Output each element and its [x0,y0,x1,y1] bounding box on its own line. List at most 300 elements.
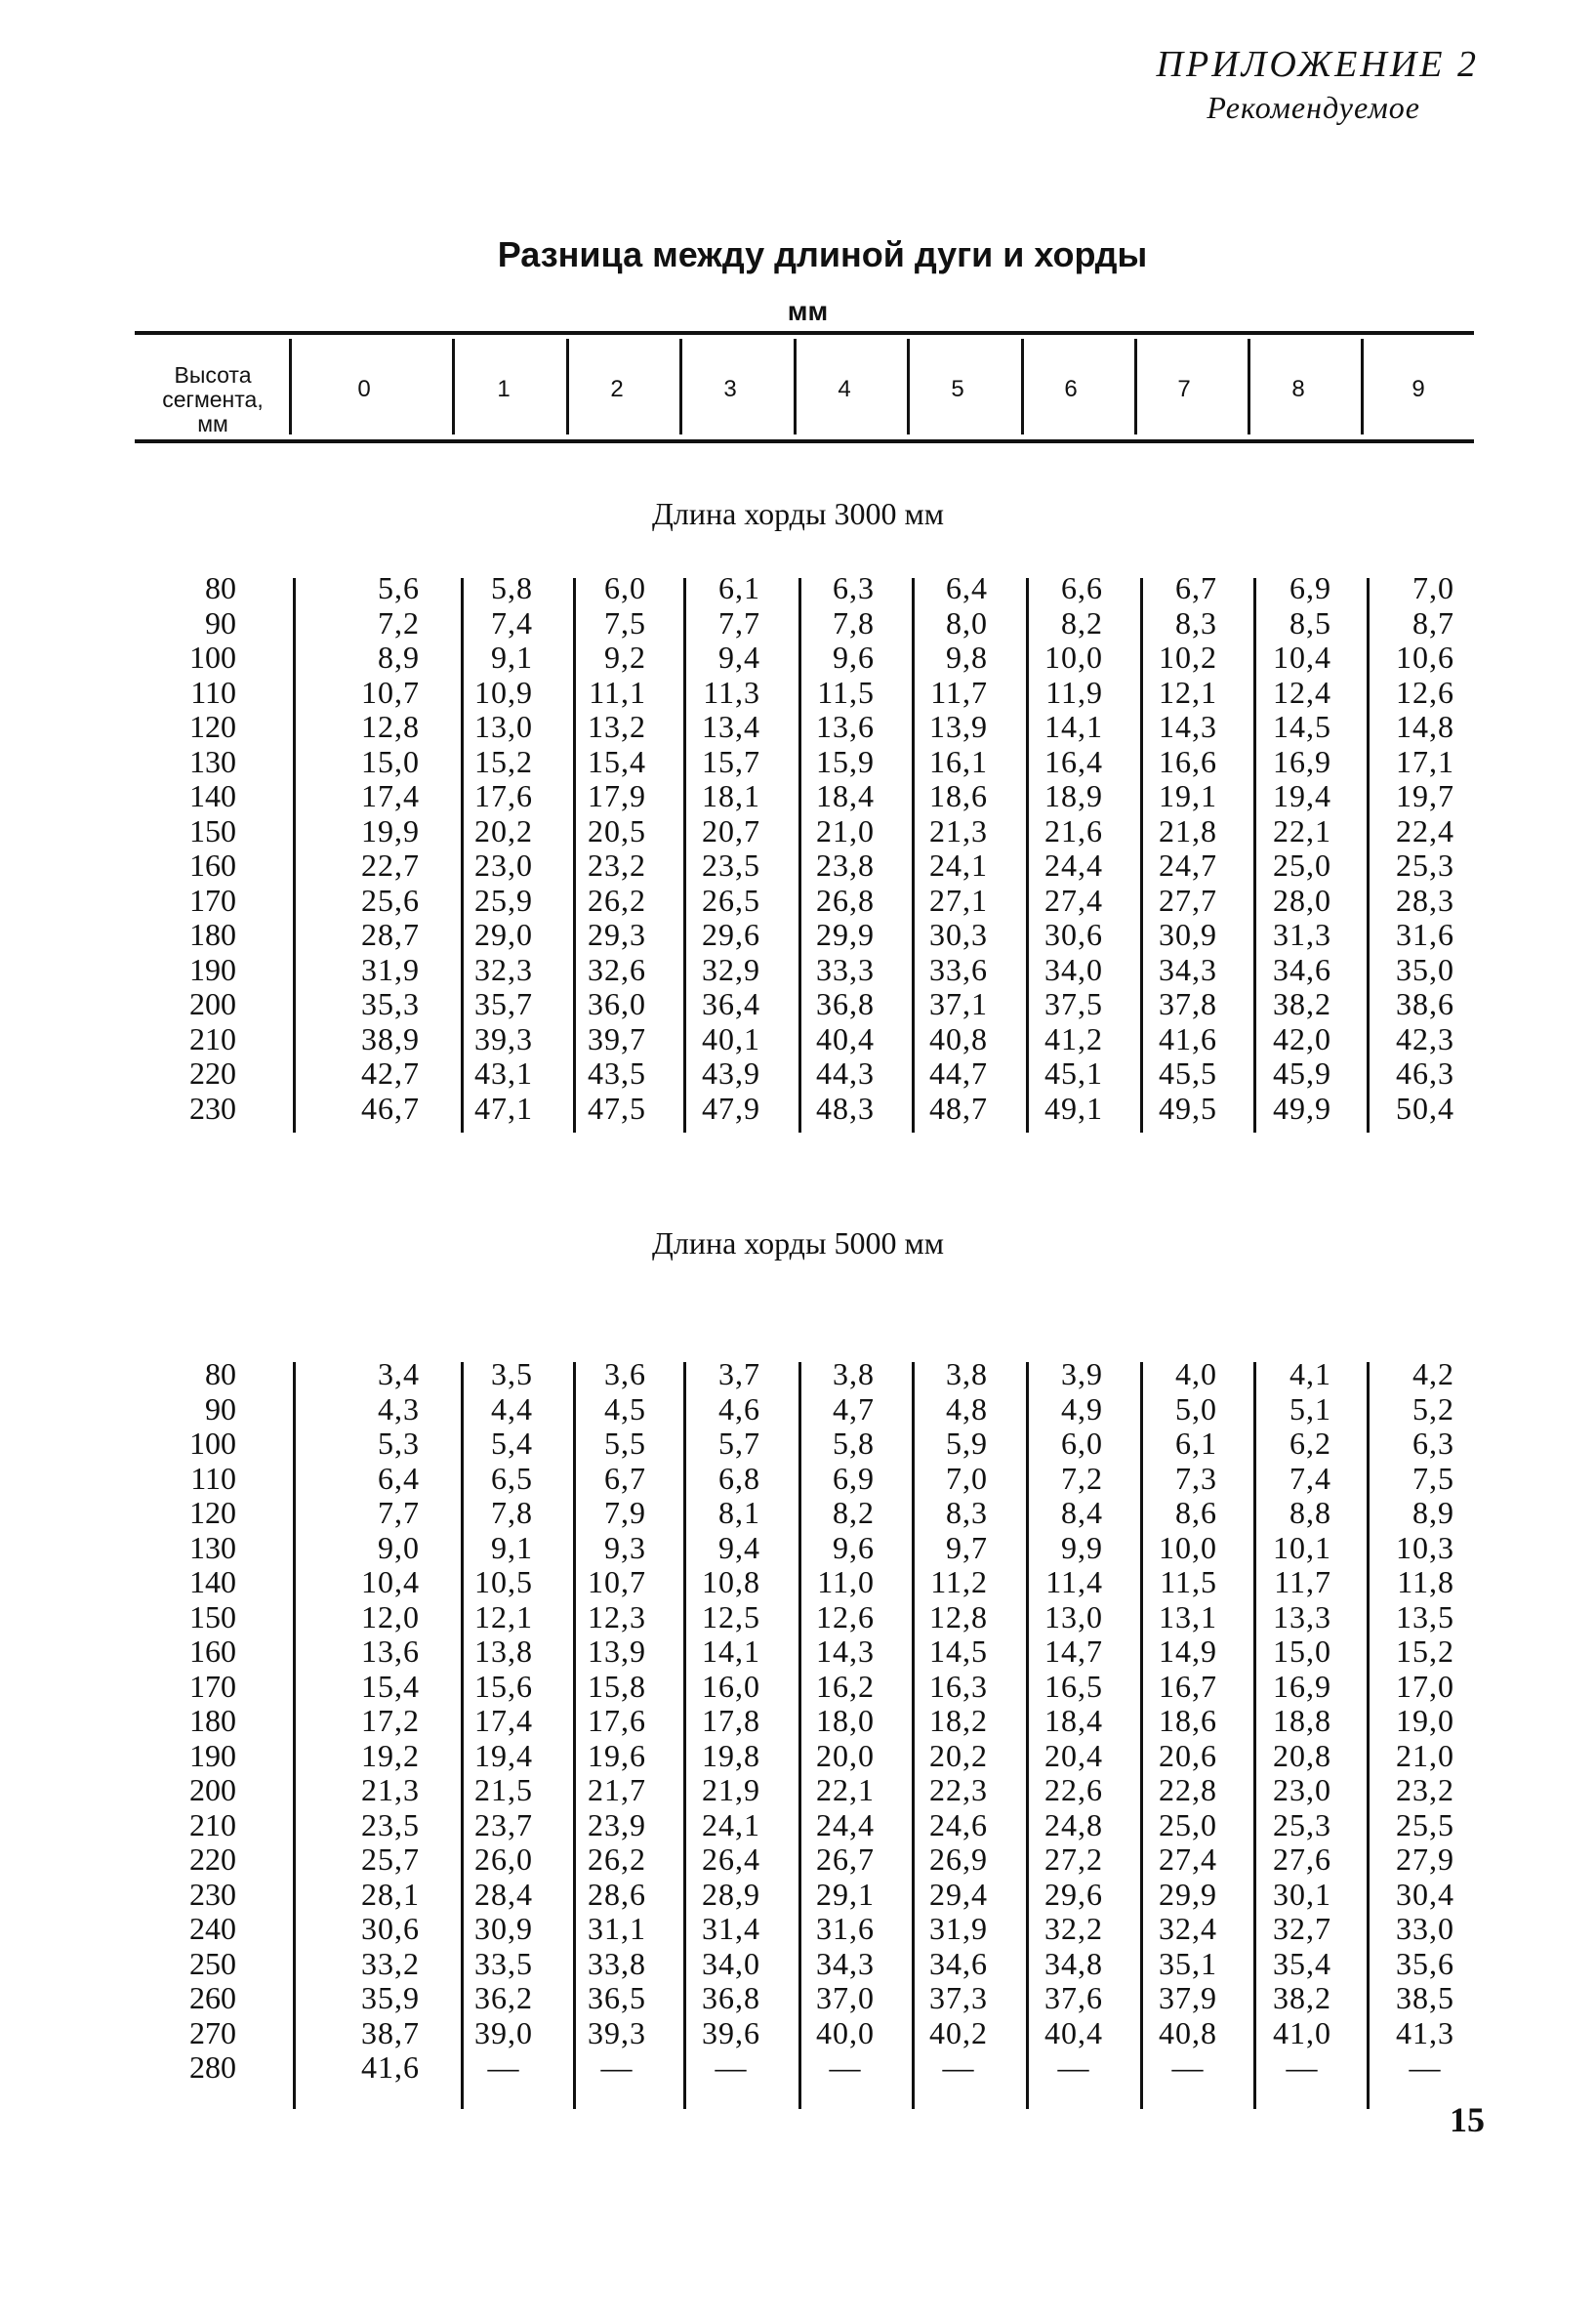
table-cell: 19,9 [361,812,420,848]
table-cell: 47,1 [474,1090,533,1126]
table-cell: 9,1 [491,640,533,675]
table-cell: 17,6 [474,778,533,813]
table-cell: 29,1 [816,1876,875,1912]
row-height-label: 130 [189,1529,236,1565]
table-cell: 21,0 [1396,1737,1454,1773]
table-cell: 17,9 [588,778,646,813]
table-cell: 13,0 [1044,1598,1103,1634]
table-cell: 7,4 [1289,1460,1331,1496]
table-cell: 23,9 [588,1806,646,1842]
table-cell: 12,3 [588,1598,646,1634]
table-cell: 39,7 [588,1020,646,1056]
table-cell: 28,3 [1396,882,1454,918]
table-cell: 20,2 [929,1737,988,1773]
table-cell: 28,1 [361,1876,420,1912]
table-cell: 6,9 [833,1460,875,1496]
table-cell: 26,5 [702,882,760,918]
table-cell: — [715,2049,748,2085]
table-cell: 14,8 [1396,709,1454,744]
column-divider [798,1362,801,2109]
table-cell: — [1409,2049,1442,2085]
table-cell: 37,9 [1159,1980,1217,2015]
table-cell: 25,9 [474,882,533,918]
table-cell: 40,2 [929,2014,988,2050]
table-cell: 26,7 [816,1841,875,1877]
table-cell: 39,0 [474,2014,533,2050]
table-cell: 13,0 [474,709,533,744]
table-cell: 11,4 [1045,1564,1103,1599]
table-cell: 40,4 [1044,2014,1103,2050]
table-cell: 20,8 [1273,1737,1331,1773]
table-cell: 25,6 [361,882,420,918]
table-cell: 16,9 [1273,1668,1331,1704]
column-divider [683,578,686,1133]
table-cell: 30,4 [1396,1876,1454,1912]
row-height-label: 170 [189,1668,236,1704]
column-divider [461,1362,464,2109]
table-cell: 31,1 [588,1911,646,1946]
table-cell: 40,1 [702,1020,760,1056]
table-cell: 26,4 [702,1841,760,1877]
appendix-title: ПРИЛОЖЕНИЕ 2 [1156,44,1479,85]
table-cell: — [1286,2049,1319,2085]
table-cell: 29,9 [816,917,875,952]
table-cell: 13,8 [474,1634,533,1669]
table-cell: 20,6 [1159,1737,1217,1773]
table-cell: 47,5 [588,1090,646,1126]
section-title-3000: Длина хорды 3000 мм [652,496,944,531]
row-height-label: 80 [205,1356,236,1391]
column-divider [1253,578,1256,1133]
row-height-label: 170 [189,882,236,918]
table-cell: 15,2 [474,743,533,779]
table-cell: 5,3 [378,1426,420,1461]
table-cell: 38,7 [361,2014,420,2050]
header-col-1: 1 [497,376,511,402]
table-cell: 10,1 [1273,1529,1331,1565]
table-cell: 9,6 [833,640,875,675]
table-cell: 4,1 [1289,1356,1331,1391]
table-cell: 4,6 [718,1390,760,1427]
header-divider [1248,339,1250,434]
row-height-label: 240 [189,1911,236,1946]
row-height-label: 150 [189,1598,236,1634]
table-cell: 13,4 [702,709,760,744]
table-cell: 33,6 [929,951,988,987]
table-cell: 12,8 [361,709,420,744]
table-cell: 13,1 [1159,1598,1217,1634]
table-cell: 29,6 [702,917,760,952]
table-cell: 9,4 [718,1529,760,1565]
table-cell: 42,7 [361,1055,420,1091]
table-cell: 18,6 [1159,1703,1217,1738]
table-cell: 38,6 [1396,986,1454,1021]
header-bottom-rule [135,439,1474,443]
table-cell: 29,9 [1159,1876,1217,1912]
row-height-label: 160 [189,848,236,883]
table-cell: 38,9 [361,1020,420,1056]
table-cell: 6,0 [604,570,646,605]
table-cell: 13,2 [588,709,646,744]
table-cell: 30,6 [361,1911,420,1946]
table-cell: 11,5 [1160,1564,1217,1599]
table-cell: 26,9 [929,1841,988,1877]
table-cell: 6,3 [833,570,875,605]
table-cell: 31,3 [1273,917,1331,952]
table-cell: 15,2 [1396,1634,1454,1669]
table-cell: 28,9 [702,1876,760,1912]
header-divider [289,339,292,434]
table-cell: 9,8 [946,640,988,675]
table-cell: 17,6 [588,1703,646,1738]
table-cell: 11,7 [1274,1564,1331,1599]
table-cell: 6,8 [718,1460,760,1496]
column-divider [1253,1362,1256,2109]
table-cell: 20,2 [474,812,533,848]
row-height-label: 190 [189,1737,236,1773]
table-cell: 35,4 [1273,1945,1331,1981]
table-cell: 19,4 [474,1737,533,1773]
header-segment-height-line-3: мм [197,411,228,436]
table-cell: 27,7 [1159,882,1217,918]
table-cell: 16,2 [816,1668,875,1704]
table-cell: 23,2 [588,848,646,883]
table-cell: 40,0 [816,2014,875,2050]
table-cell: — [1171,2049,1205,2085]
table-cell: 16,7 [1159,1668,1217,1704]
table-cell: 4,2 [1412,1356,1454,1391]
unit-label: мм [787,296,829,326]
table-cell: 4,7 [833,1390,875,1427]
header-col-2: 2 [610,376,624,402]
table-cell: 5,2 [1412,1390,1454,1427]
table-cell: — [600,2049,634,2085]
table-cell: 3,8 [833,1356,875,1391]
table-cell: 9,3 [604,1529,646,1565]
table-cell: 9,4 [718,640,760,675]
row-height-label: 140 [189,778,236,813]
table-cell: 28,0 [1273,882,1331,918]
header-divider [566,339,569,434]
row-height-label: 90 [205,1390,236,1427]
document-title: Разница между длиной дуги и хорды [497,234,1148,274]
section-title-5000: Длина хорды 5000 мм [652,1225,944,1261]
table-cell: 17,4 [474,1703,533,1738]
table-cell: 35,6 [1396,1945,1454,1981]
table-cell: 15,8 [588,1668,646,1704]
table-cell: 21,3 [929,812,988,848]
table-cell: 22,7 [361,848,420,883]
column-divider [1026,1362,1029,2109]
table-cell: 16,0 [702,1668,760,1704]
table-cell: 7,8 [491,1495,533,1530]
table-cell: 42,3 [1396,1020,1454,1056]
table-cell: 8,1 [718,1495,760,1530]
table-cell: 16,3 [929,1668,988,1704]
table-cell: 35,0 [1396,951,1454,987]
table-cell: 3,4 [378,1356,420,1391]
table-cell: 24,1 [929,848,988,883]
table-cell: 26,0 [474,1841,533,1877]
table-cell: 3,9 [1061,1356,1103,1391]
table-cell: 3,5 [491,1356,533,1391]
table-cell: 10,2 [1159,640,1217,675]
table-cell: 41,3 [1396,2014,1454,2050]
table-cell: 32,3 [474,951,533,987]
table-cell: 7,0 [1412,570,1454,605]
table-cell: 10,6 [1396,640,1454,675]
table-cell: 28,6 [588,1876,646,1912]
table-cell: 7,3 [1175,1460,1217,1496]
table-cell: 15,0 [361,743,420,779]
table-cell: 50,4 [1396,1090,1454,1126]
table-cell: 18,9 [1044,778,1103,813]
table-cell: 17,8 [702,1703,760,1738]
row-height-label: 100 [189,1426,236,1461]
column-divider [293,1362,296,2109]
table-cell: 14,1 [702,1634,760,1669]
table-cell: 7,2 [378,604,420,641]
row-height-label: 90 [205,604,236,641]
column-divider [1367,1362,1370,2109]
table-cell: 19,8 [702,1737,760,1773]
table-cell: 24,4 [816,1806,875,1842]
column-divider [1026,578,1029,1133]
row-height-label: 80 [205,570,236,605]
table-cell: 41,6 [361,2049,420,2085]
table-cell: 37,6 [1044,1980,1103,2015]
table-cell: 27,1 [929,882,988,918]
table-cell: 34,3 [1159,951,1217,987]
table-cell: 23,7 [474,1806,533,1842]
table-cell: 29,6 [1044,1876,1103,1912]
table-cell: 25,5 [1396,1806,1454,1842]
row-height-label: 230 [189,1876,236,1912]
row-height-label: 140 [189,1564,236,1599]
table-cell: 8,6 [1175,1495,1217,1530]
table-cell: 27,6 [1273,1841,1331,1877]
row-height-label: 130 [189,743,236,779]
table-cell: 19,1 [1159,778,1217,813]
table-cell: 11,3 [703,674,760,710]
table-cell: 41,0 [1273,2014,1331,2050]
table-cell: 6,4 [946,570,988,605]
table-cell: 13,6 [361,1634,420,1669]
header-col-5: 5 [951,376,964,402]
row-height-label: 210 [189,1020,236,1056]
table-cell: 10,0 [1159,1529,1217,1565]
table-cell: 8,8 [1289,1495,1331,1530]
table-cell: 29,0 [474,917,533,952]
row-height-label: 120 [189,709,236,744]
table-cell: 6,7 [1175,570,1217,605]
table-cell: 23,8 [816,848,875,883]
table-cell: 5,1 [1289,1390,1331,1427]
table-cell: 12,0 [361,1598,420,1634]
table-cell: 13,9 [929,709,988,744]
table-cell: 20,4 [1044,1737,1103,1773]
column-divider [573,578,576,1133]
header-top-rule [135,331,1474,335]
table-cell: — [487,2049,520,2085]
table-cell: 24,1 [702,1806,760,1842]
table-cell: 49,9 [1273,1090,1331,1126]
row-height-label: 110 [190,1460,236,1496]
table-cell: 5,6 [378,570,420,605]
table-cell: 15,7 [702,743,760,779]
row-height-label: 100 [189,640,236,675]
table-cell: 4,5 [604,1390,646,1427]
table-cell: 8,9 [1412,1495,1454,1530]
table-cell: 21,5 [474,1772,533,1807]
table-cell: 7,5 [1412,1460,1454,1496]
table-cell: 29,3 [588,917,646,952]
table-cell: 18,4 [816,778,875,813]
table-cell: 19,7 [1396,778,1454,813]
table-cell: 8,2 [833,1495,875,1530]
table-cell: 35,7 [474,986,533,1021]
table-cell: 43,9 [702,1055,760,1091]
table-cell: 23,0 [474,848,533,883]
table-cell: 18,2 [929,1703,988,1738]
table-cell: 11,8 [1397,1564,1454,1599]
table-cell: 30,3 [929,917,988,952]
table-cell: 36,0 [588,986,646,1021]
table-cell: 7,7 [718,604,760,641]
table-cell: 28,4 [474,1876,533,1912]
table-cell: 3,8 [946,1356,988,1391]
table-cell: 34,8 [1044,1945,1103,1981]
table-cell: 9,7 [946,1529,988,1565]
table-cell: 27,9 [1396,1841,1454,1877]
table-cell: 32,6 [588,951,646,987]
row-height-label: 260 [189,1980,236,2015]
table-cell: 16,9 [1273,743,1331,779]
table-cell: 12,5 [702,1598,760,1634]
table-cell: 8,4 [1061,1495,1103,1530]
table-cell: 15,9 [816,743,875,779]
table-cell: 30,9 [1159,917,1217,952]
table-cell: 36,2 [474,1980,533,2015]
column-divider [1140,1362,1143,2109]
table-cell: 14,3 [1159,709,1217,744]
table-cell: 27,2 [1044,1841,1103,1877]
table-cell: 5,9 [946,1426,988,1461]
table-cell: 8,0 [946,604,988,641]
table-cell: 15,4 [361,1668,420,1704]
table-cell: 45,1 [1044,1055,1103,1091]
row-height-label: 250 [189,1945,236,1981]
table-cell: 34,6 [929,1945,988,1981]
table-cell: 25,7 [361,1841,420,1877]
table-cell: 4,4 [491,1390,533,1427]
table-cell: 9,2 [604,640,646,675]
table-cell: 30,6 [1044,917,1103,952]
table-cell: 10,4 [361,1564,420,1599]
table-cell: — [942,2049,975,2085]
column-divider [912,578,915,1133]
table-cell: 25,3 [1273,1806,1331,1842]
table-cell: 5,8 [491,570,533,605]
table-cell: 39,3 [474,1020,533,1056]
table-cell: 25,0 [1273,848,1331,883]
table-cell: — [1057,2049,1090,2085]
table-cell: 26,8 [816,882,875,918]
table-cell: 14,3 [816,1634,875,1669]
table-cell: 33,0 [1396,1911,1454,1946]
table-cell: 22,6 [1044,1772,1103,1807]
row-height-label: 220 [189,1055,236,1091]
table-cell: 49,5 [1159,1090,1217,1126]
table-cell: 21,7 [588,1772,646,1807]
table-cell: 6,2 [1289,1426,1331,1461]
table-cell: 21,0 [816,812,875,848]
table-cell: 27,4 [1044,882,1103,918]
table-cell: 7,7 [378,1495,420,1530]
table-cell: 22,1 [816,1772,875,1807]
table-cell: 21,3 [361,1772,420,1807]
table-cell: 12,1 [474,1598,533,1634]
table-cell: 11,2 [930,1564,988,1599]
table-cell: 15,4 [588,743,646,779]
table-cell: 32,9 [702,951,760,987]
table-cell: 44,7 [929,1055,988,1091]
header-divider [452,339,455,434]
table-cell: 31,9 [361,951,420,987]
table-cell: 18,4 [1044,1703,1103,1738]
column-divider [573,1362,576,2109]
row-height-label: 200 [189,986,236,1021]
table-cell: 13,5 [1396,1598,1454,1634]
table-cell: 10,3 [1396,1529,1454,1565]
table-cell: 13,3 [1273,1598,1331,1634]
table-cell: 8,5 [1289,604,1331,641]
table-cell: 37,5 [1044,986,1103,1021]
table-cell: 31,6 [1396,917,1454,952]
table-cell: 4,3 [378,1390,420,1427]
table-cell: 7,5 [604,604,646,641]
table-cell: 8,2 [1061,604,1103,641]
table-cell: 5,0 [1175,1390,1217,1427]
table-cell: 43,1 [474,1055,533,1091]
table-cell: 18,0 [816,1703,875,1738]
table-cell: 24,8 [1044,1806,1103,1842]
table-cell: 48,3 [816,1090,875,1126]
table-cell: 22,1 [1273,812,1331,848]
table-cell: 39,6 [702,2014,760,2050]
row-height-label: 160 [189,1634,236,1669]
row-height-label: 180 [189,917,236,952]
table-cell: 10,7 [361,674,420,710]
table-cell: 34,0 [702,1945,760,1981]
table-cell: 30,9 [474,1911,533,1946]
table-cell: 33,3 [816,951,875,987]
row-height-label: 280 [189,2049,236,2085]
table-cell: 6,5 [491,1460,533,1496]
column-divider [293,578,296,1133]
table-cell: 35,9 [361,1980,420,2015]
table-cell: 6,1 [1175,1426,1217,1461]
row-height-label: 200 [189,1772,236,1807]
table-cell: 33,2 [361,1945,420,1981]
table-cell: 21,9 [702,1772,760,1807]
column-divider [1367,578,1370,1133]
table-cell: 10,9 [474,674,533,710]
row-height-label: 220 [189,1841,236,1877]
table-cell: 35,3 [361,986,420,1021]
table-cell: 21,6 [1044,812,1103,848]
table-cell: 8,3 [946,1495,988,1530]
